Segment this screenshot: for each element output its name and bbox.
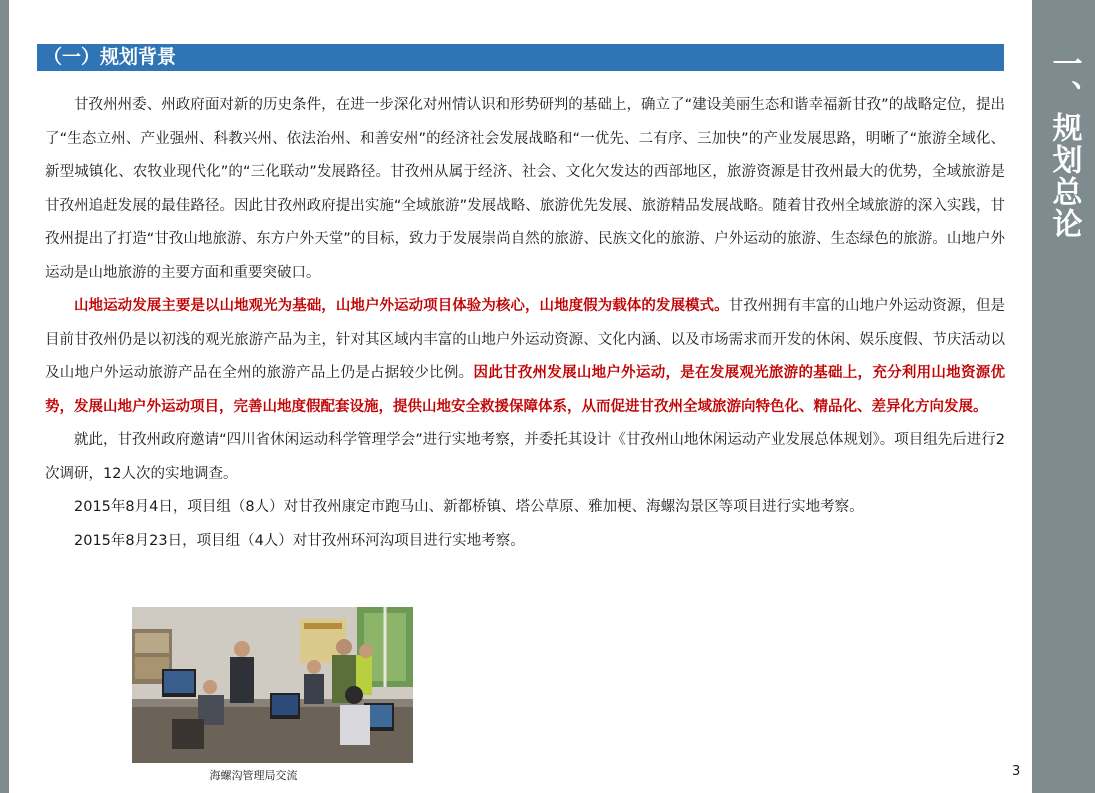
chapter-sidebar bbox=[1032, 0, 1095, 793]
emphasis-text-2: 因此甘孜州发展山地户外运动，是在发展观光旅游的基础上，充分利用山地资源优势，发展山地户外运动项目，完善山地度假配套设施，提供山地安全救援保障体系，从而促进甘孜州全域旅游向特色化、精品化、差异化方向发展。 bbox=[45, 365, 1006, 415]
meeting-photo bbox=[132, 607, 413, 763]
paragraph-5: 2015年8月23日，项目组（4人）对甘孜州环河沟项目进行实地考察。 bbox=[74, 532, 525, 549]
page-number: 3 bbox=[1012, 764, 1021, 779]
paragraph-3: 就此，甘孜州政府邀请“四川省休闲运动科学管理学会”进行实地考察，并委托其设计《甘孜州山地休闲运动产业发展总体规划》。项目组先后进行2次调研，12人次的实地调查。 bbox=[45, 432, 1005, 482]
chapter-title: 一、规划总论 bbox=[1046, 48, 1082, 240]
paragraph-2 bbox=[45, 290, 1005, 424]
paragraph-2-text: 甘孜州拥有丰富的山地户外运动资源，但是目前甘孜州仍是以初浅的观光旅游产品为主，针对其区域内丰富的山地户外运动资源、文化内涵、以及市场需求而开发的休闲、娱乐度假、节庆活动以及山地户外运动旅游产品在全州的旅游产品上仍是占据较少比例。 bbox=[45, 298, 1005, 381]
paragraph-4: 2015年8月4日，项目组（8人）对甘孜州康定市跑马山、新都桥镇、塔公草原、雅加梗、海螺沟景区等项目进行实地考察。 bbox=[74, 499, 864, 515]
emphasis-text-1: 山地运动发展主要是以山地观光为基础，山地户外运动项目体验为核心，山地度假为载体的发展模式。 bbox=[74, 298, 729, 314]
body-text bbox=[45, 89, 1005, 558]
paragraph-1: 甘孜州州委、州政府面对新的历史条件，在进一步深化对州情认识和形势研判的基础上，确立了“建设美丽生态和谐幸福新甘孜”的战略定位，提出了“生态立州、产业强州、科教兴州、依法治州、和善安州”的经济社会发展战略和“一优先、二有序、三加快”的产业发展思路，明晰了“旅游全域化、新型城镇化、农牧业现代化”的“三化联动”发展路径。甘孜州从属于经济、社会、文化欠发达的西部地区，旅游资源是甘孜州最大的优势，全域旅游是甘孜州追赶发展的最佳路径。因此甘孜州政府提出实施“全域旅游”发展战略、旅游优先发展、旅游精品发展战略。随着甘孜州全域旅游的深入实践，甘孜州提出了打造“甘孜山地旅游、东方户外天堂”的目标，致力于发展崇尚自然的旅游、民族文化的旅游、户外运动的旅游、生态绿色的旅游。山地户外运动是山地旅游的主要方面和重要突破口。 bbox=[45, 97, 1005, 281]
photo-caption: 海螺沟管理局交流 bbox=[209, 769, 298, 782]
left-edge-bar bbox=[0, 0, 9, 793]
section-title: （一）规划背景 bbox=[37, 44, 1004, 71]
